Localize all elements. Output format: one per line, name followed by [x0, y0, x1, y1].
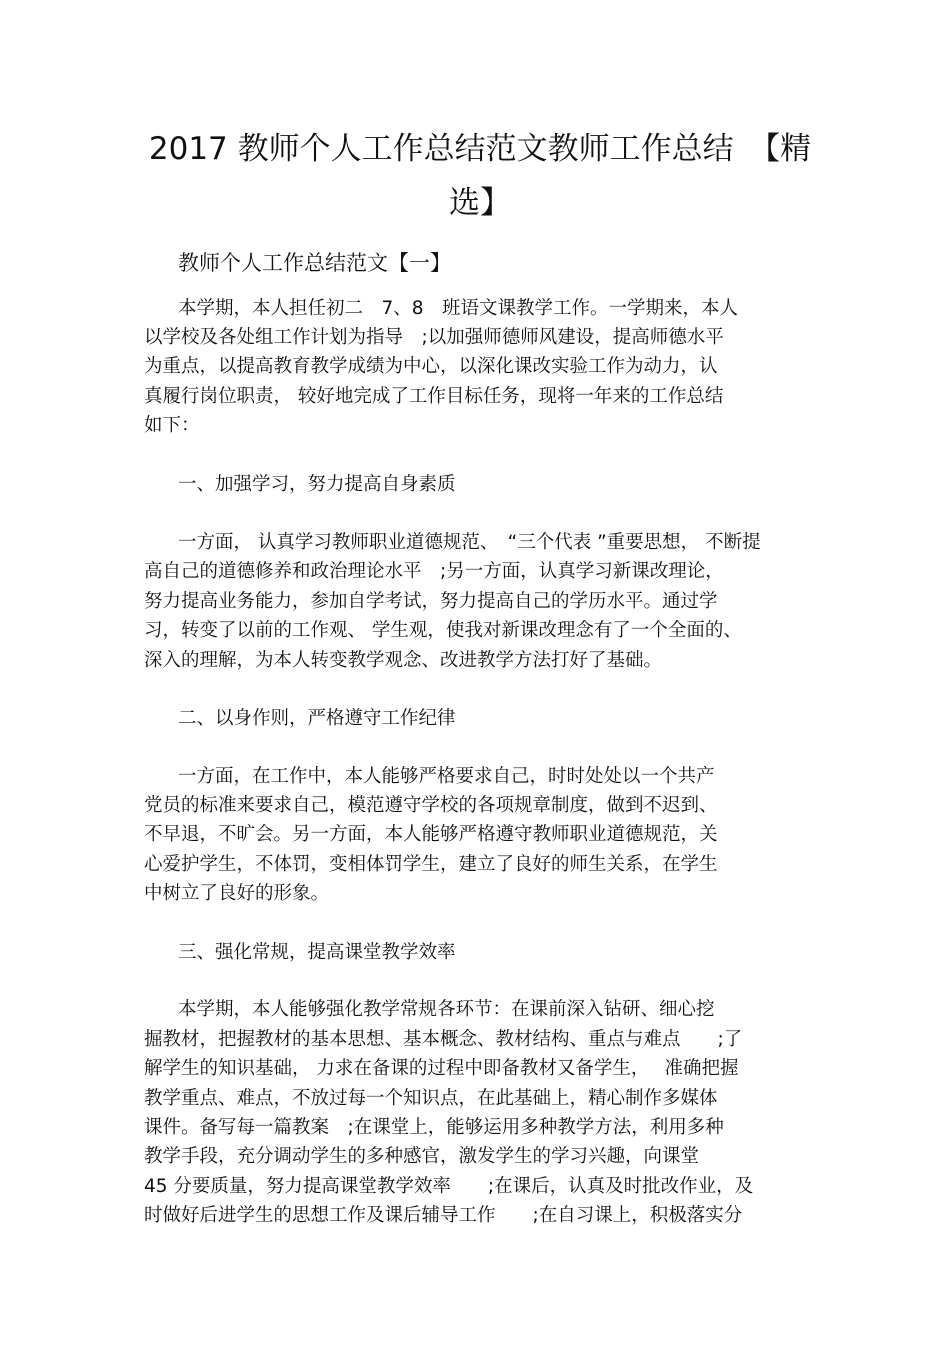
paragraph-line: 以学校及各处组工作计划为指导 ;以加强师德师风建设，提高师德水平: [144, 327, 724, 348]
paragraph-line: 本学期，本人能够强化教学常规各环节：在课前深入钻研、细心挖: [178, 999, 715, 1020]
paragraph-line: 45 分要质量，努力提高课堂教学效率 ;在课后，认真及时批改作业，及: [144, 1176, 754, 1197]
section-heading: 二、以身作则，严格遵守工作纪律: [178, 708, 456, 729]
paragraph-line: 教学重点、难点，不放过每一个知识点，在此基础上，精心制作多媒体: [144, 1088, 718, 1109]
paragraph-line: 努力提高业务能力，参加自学考试，努力提高自己的学历水平。通过学: [144, 591, 718, 612]
document-title-line-2: 选】: [449, 185, 511, 221]
document-title-line-1: 2017 教师个人工作总结范文教师工作总结 【精: [148, 131, 812, 167]
paragraph-line: 高自己的道德修养和政治理论水平 ;另一方面，认真学习新课改理论，: [144, 561, 724, 582]
paragraph-line: 真履行岗位职责， 较好地完成了工作目标任务，现将一年来的工作总结: [144, 386, 724, 407]
paragraph-line: 如下：: [144, 415, 200, 436]
paragraph-line: 中树立了良好的形象。: [144, 883, 330, 904]
paragraph-line: 为重点，以提高教育教学成绩为中心，以深化课改实验工作为动力，认: [144, 356, 718, 377]
paragraph-line: 深入的理解，为本人转变教学观念、改进教学方法打好了基础。: [144, 650, 663, 671]
section-heading: 三、强化常规，提高课堂教学效率: [178, 942, 456, 963]
paragraph-line: 不早退，不旷会。另一方面，本人能够严格遵守教师职业道德规范，关: [144, 824, 718, 845]
paragraph-line: 教学手段，充分调动学生的多种感官，激发学生的学习兴趣，向课堂: [144, 1146, 700, 1167]
paragraph-line: 一方面，在工作中，本人能够严格要求自己，时时处处以一个共产: [178, 766, 715, 787]
paragraph-line: 党员的标准来要求自己，模范遵守学校的各项规章制度，做到不迟到、: [144, 795, 718, 816]
paragraph-line: 解学生的知识基础， 力求在备课的过程中即备教材又备学生， 准确把握: [144, 1058, 739, 1079]
section-heading: 一、加强学习，努力提高自身素质: [178, 474, 456, 495]
section-subtitle: 教师个人工作总结范文【一】: [178, 251, 451, 275]
paragraph-line: 心爱护学生，不体罚，变相体罚学生，建立了良好的师生关系，在学生: [144, 854, 718, 875]
paragraph-line: 时做好后进学生的思想工作及课后辅导工作 ;在自习课上，积极落实分: [144, 1205, 743, 1226]
paragraph-line: 掘教材，把握教材的基本思想、基本概念、教材结构、重点与难点 ;了: [144, 1029, 743, 1050]
paragraph-line: 本学期，本人担任初二 7、8 班语文课教学工作。一学期来，本人: [178, 298, 739, 319]
paragraph-line: 习，转变了以前的工作观、 学生观，使我对新课改理念有了一个全面的、: [144, 620, 742, 641]
paragraph-line: 课件。备写每一篇教案 ;在课堂上，能够运用多种教学方法，利用多种: [144, 1117, 724, 1138]
paragraph-line: 一方面， 认真学习教师职业道德规范、 “三个代表 ”重要思想， 不断提: [178, 532, 761, 553]
